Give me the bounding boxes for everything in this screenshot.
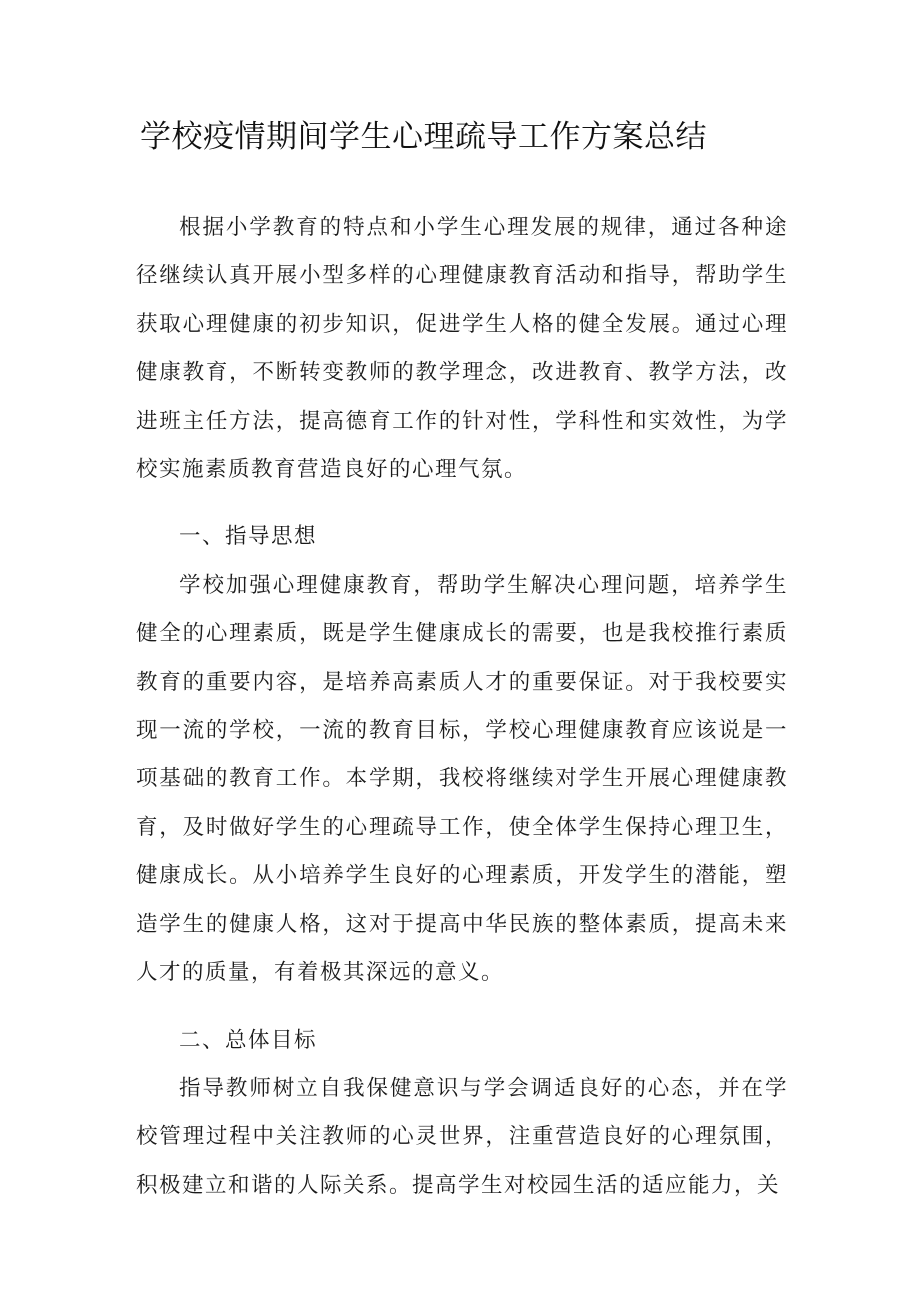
guiding-thought-paragraph: 学校加强心理健康教育，帮助学生解决心理问题，培养学生健全的心理素质，既是学生健康成长的需要，也是我校推行素质教育的重要内容，是培养高素质人才的重要保证。对于我校要实现一流的学校，一流的教育目标，学校心理健康教育应该说是一项基础的教育工作。本学期，我校将继续对学生开展心理健康教育，及时做好学生的心理疏导工作，使全体学生保持心理卫生，健康成长。从小培养学生良好的心理素质，开发学生的潜能，塑造学生的健康人格，这对于提高中华民族的整体素质，提高未来人才的质量，有着极其深远的意义。 — [136, 572, 788, 986]
overall-goal-paragraph: 指导教师树立自我保健意识与学会调适良好的心态，并在学校管理过程中关注教师的心灵世界，注重营造良好的心理氛围，积极建立和谐的人际关系。提高学生对校园生活的适应能力，关 — [136, 1075, 788, 1198]
intro-paragraph: 根据小学教育的特点和小学生心理发展的规律，通过各种途径继续认真开展小型多样的心理健康教育活动和指导，帮助学生获取心理健康的初步知识，促进学生人格的健全发展。通过心理健康教育，不断转变教师的教学理念，改进教育、教学方法，改进班主任方法，提高德育工作的针对性，学科性和实效性，为学校实施素质教育营造良好的心理气氛。 — [136, 215, 788, 483]
section-heading-overall-goal: 二、总体目标 — [179, 1027, 318, 1053]
document-title: 学校疫情期间学生心理疏导工作方案总结 — [140, 119, 707, 155]
section-heading-guiding-thought: 一、指导思想 — [179, 524, 318, 550]
document-body — [136, 204, 788, 1210]
